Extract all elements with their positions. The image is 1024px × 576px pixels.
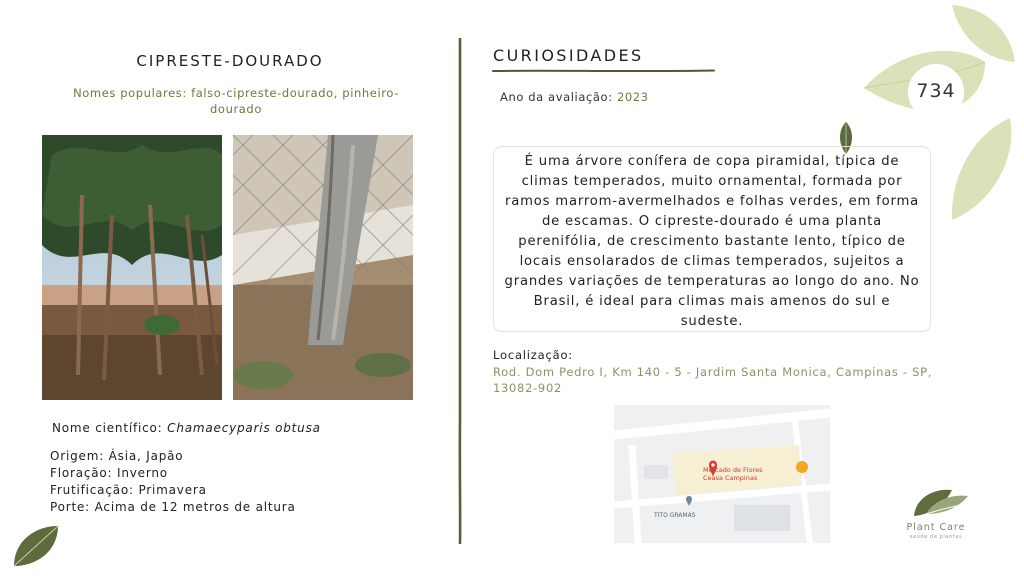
photo-cypress-trees [42, 135, 222, 400]
photo-cypress-trunk [233, 135, 413, 400]
brand-tagline: saúde de plantas [909, 534, 963, 540]
brand-name: Plant Care [906, 522, 966, 533]
plant-facts [50, 448, 296, 516]
curiosities-title: CURIOSIDADES [493, 46, 644, 65]
title-underline [492, 68, 716, 74]
location-address: Rod. Dom Pedro I, Km 140 - 5 - Jardim Santa Monica, Campinas - SP, 13082-902 [493, 365, 933, 395]
decorative-leaf-bottom [10, 522, 62, 570]
scientific-name-row [52, 421, 321, 435]
year-label: Ano da avaliação: [500, 90, 613, 104]
description-box: É uma árvore conífera de copa piramidal, típica de climas temperados, muito ornamental, formada por ramos marrom-avermelhados e folhas verdes, em forma de escamas. O cipreste-dourado é uma planta perenifólia, de crescimento bastante lento, típico de locais ensolarados de climas temperados, sujeitos a grandes variações de temperaturas ao longo do ano. No Brasil, é ideal para climas mais amenos do sul e sudeste. [493, 146, 931, 332]
map-pin-label: Mercado de Flores Ceasa Campinas [703, 466, 763, 482]
plant-title: CIPRESTE-DOURADO [136, 52, 324, 70]
year-value: 2023 [616, 90, 649, 104]
map-secondary-label: TITO GRAMAS [654, 512, 696, 519]
badge-number: 734 [916, 80, 956, 102]
column-divider [456, 38, 464, 544]
evaluation-year [500, 90, 649, 104]
location-label: Localização: [493, 348, 573, 362]
fact-fruiting: Frutificação: Primavera [50, 483, 207, 497]
scientific-name: Chamaecyparis obtusa [167, 421, 321, 435]
location-map[interactable] [614, 405, 830, 543]
fact-flowering: Floração: Inverno [50, 466, 168, 480]
plant-care-logo-icon [912, 486, 970, 520]
fact-origin: Origem: Ásia, Japão [50, 449, 184, 463]
popular-names: Nomes populares: falso-cipreste-dourado, pinheiro-dourado [73, 86, 399, 116]
scientific-label: Nome científico: [52, 421, 163, 435]
fact-size: Porte: Acima de 12 metros de altura [50, 500, 296, 514]
